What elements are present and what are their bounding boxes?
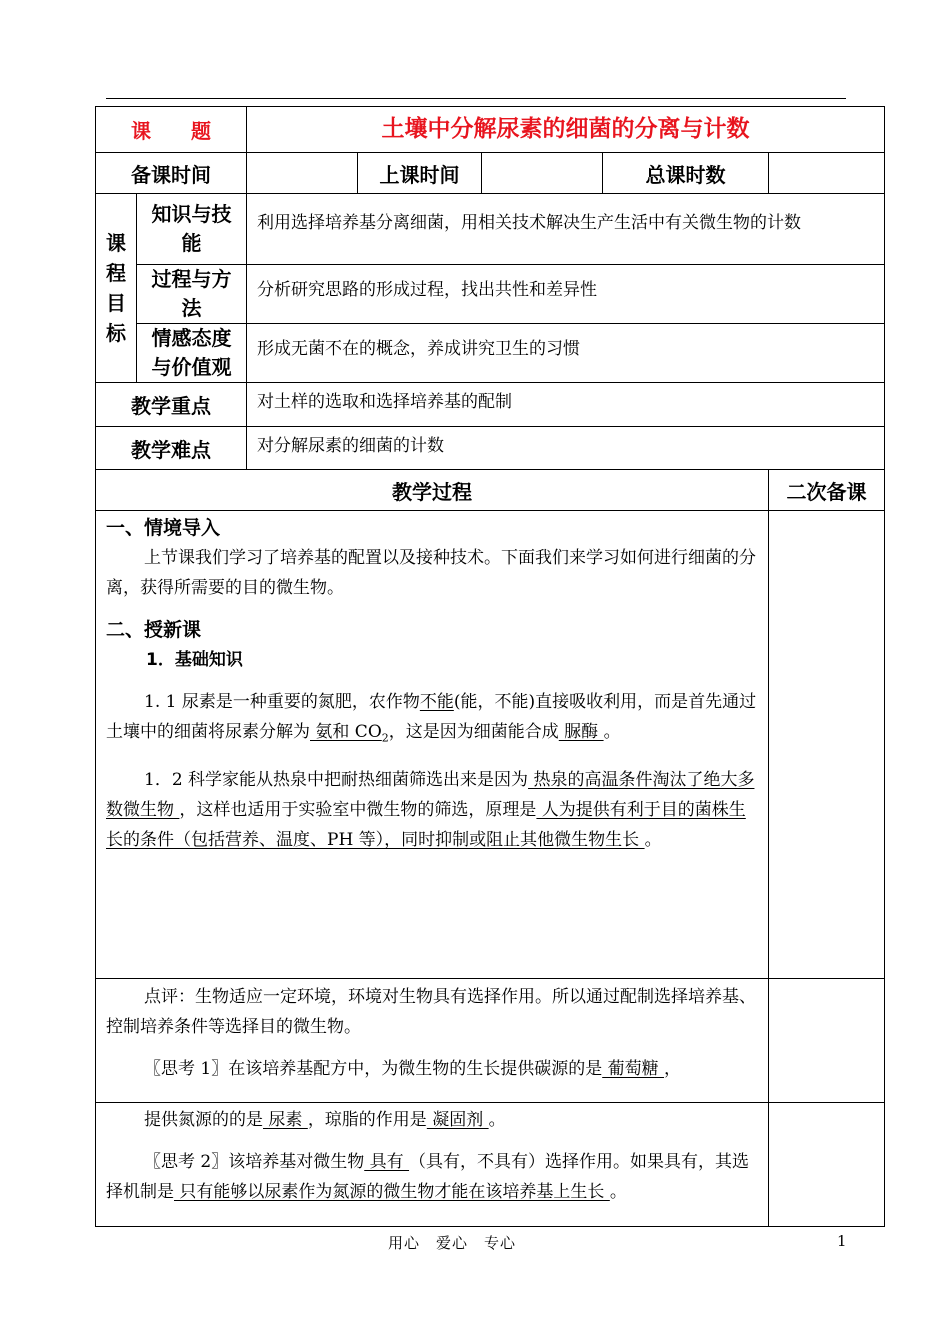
time-row — [96, 153, 885, 194]
process-header-row — [96, 470, 885, 511]
objectives-label: 课 程 目 标 — [96, 194, 137, 383]
think2-text: 〖思考 2〗该培养基对微生物 具有 （具有，不具有）选择作用。如果具有，其选择机制是 只有能够以尿素作为氮源的微生物才能在该培养基上生长 。 — [106, 1152, 750, 1202]
knowledge-paragraph-2: 1．2 科学家能从热泉中把耐热细菌筛选出来是因为 热泉的高温条件淘汰了绝大多数微生物 ，这样也适用于实验室中微生物的筛选，原理是 人为提供有利于目的菌株生长的条件（包括营养、温度、PH 等），同时抑制或阻止其他微生物生长 。 — [106, 770, 755, 851]
knowledge-paragraph-1: 1. 1 尿素是一种重要的氮肥，农作物不能(能，不能)直接吸收利用，而是首先通过土壤中的细菌将尿素分解为 氨和 $CO_2$，这是因为细菌能合成 脲酶 。 — [106, 692, 757, 745]
attitude-text: 形成无菌不在的概念，养成讲究卫生的习惯 — [247, 324, 885, 383]
difficult-point-row — [96, 427, 885, 470]
process-method-label: 过程与方法 — [137, 265, 247, 324]
second-prep-cell[interactable] — [769, 1103, 885, 1227]
lesson-plan-table — [95, 106, 885, 1227]
blank-answer: 尿素 — [263, 1110, 308, 1130]
section1-text: 上节课我们学习了培养基的配置以及接种技术。下面我们来学习如何进行细菌的分离，获得所需要的目的微生物。 — [106, 548, 756, 598]
think1-text: 〖思考 1〗在该培养基配方中，为微生物的生长提供碳源的是 葡萄糖 ， — [144, 1059, 682, 1079]
header-rule — [106, 98, 846, 99]
class-time-value[interactable] — [482, 153, 603, 194]
topic-row — [96, 107, 885, 153]
process-body — [96, 511, 769, 979]
attitude-label: 情感态度与价值观 — [137, 324, 247, 383]
blank-answer: 热泉的高温条件淘汰了绝大多数微生物 — [106, 770, 755, 821]
blank-answer: 人为提供有利于目的菌株生长的条件（包括营养、温度、PH 等），同时抑制或阻止其他微生物生长 — [106, 800, 746, 851]
comment-body — [96, 979, 769, 1103]
topic-label: 课 题 — [96, 107, 247, 153]
key-point-label: 教学重点 — [96, 383, 247, 427]
second-prep-cell[interactable] — [769, 511, 885, 979]
comment-text: 点评：生物适应一定环境，环境对生物具有选择作用。所以通过配制选择培养基、控制培养条件等选择目的微生物。 — [106, 987, 756, 1037]
knowledge-label: 知识与技能 — [137, 194, 247, 265]
blank-answer: 氨和 $CO_2$ — [310, 722, 389, 745]
page-number: 1 — [837, 1232, 847, 1250]
objective-row-knowledge — [96, 194, 885, 265]
comment-row — [96, 979, 885, 1103]
difficult-point-label: 教学难点 — [96, 427, 247, 470]
continued-row — [96, 1103, 885, 1227]
lesson-title: 土壤中分解尿素的细菌的分离与计数 — [247, 107, 885, 153]
process-method-text: 分析研究思路的形成过程，找出共性和差异性 — [247, 265, 885, 324]
objective-row-process — [96, 265, 885, 324]
blank-answer: 脲酶 — [558, 722, 604, 742]
nitrogen-source-text: 提供氮源的的是 尿素 ，琼脂的作用是 凝固剂 。 — [144, 1110, 506, 1130]
section1-heading: 一、情境导入 — [106, 517, 221, 539]
prep-time-value[interactable] — [247, 153, 358, 194]
process-body-row — [96, 511, 885, 979]
second-prep-cell[interactable] — [769, 979, 885, 1103]
teaching-process-header: 教学过程 — [96, 470, 769, 511]
prep-time-label: 备课时间 — [96, 153, 247, 194]
knowledge-text: 利用选择培养基分离细菌，用相关技术解决生产生活中有关微生物的计数 — [247, 194, 885, 265]
blank-answer: 不能 — [419, 692, 454, 712]
blank-answer: 葡萄糖 — [602, 1059, 665, 1079]
section2-heading: 二、授新课 — [106, 619, 202, 641]
blank-answer: 只有能够以尿素作为氮源的微生物才能在该培养基上生长 — [174, 1182, 610, 1202]
key-point-text: 对土样的选取和选择培养基的配制 — [247, 383, 885, 427]
footer-motto: 用心 爱心 专心 — [388, 1234, 517, 1252]
second-prep-header: 二次备课 — [769, 470, 885, 511]
key-point-row — [96, 383, 885, 427]
total-hours-label: 总课时数 — [603, 153, 769, 194]
blank-answer: 具有 — [364, 1152, 410, 1172]
blank-answer: 凝固剂 — [426, 1110, 489, 1130]
total-hours-value[interactable] — [769, 153, 885, 194]
section2-subheading: 1．基础知识 — [146, 650, 243, 670]
class-time-label: 上课时间 — [358, 153, 482, 194]
difficult-point-text: 对分解尿素的细菌的计数 — [247, 427, 885, 470]
objective-row-attitude — [96, 324, 885, 383]
continued-body — [96, 1103, 769, 1227]
